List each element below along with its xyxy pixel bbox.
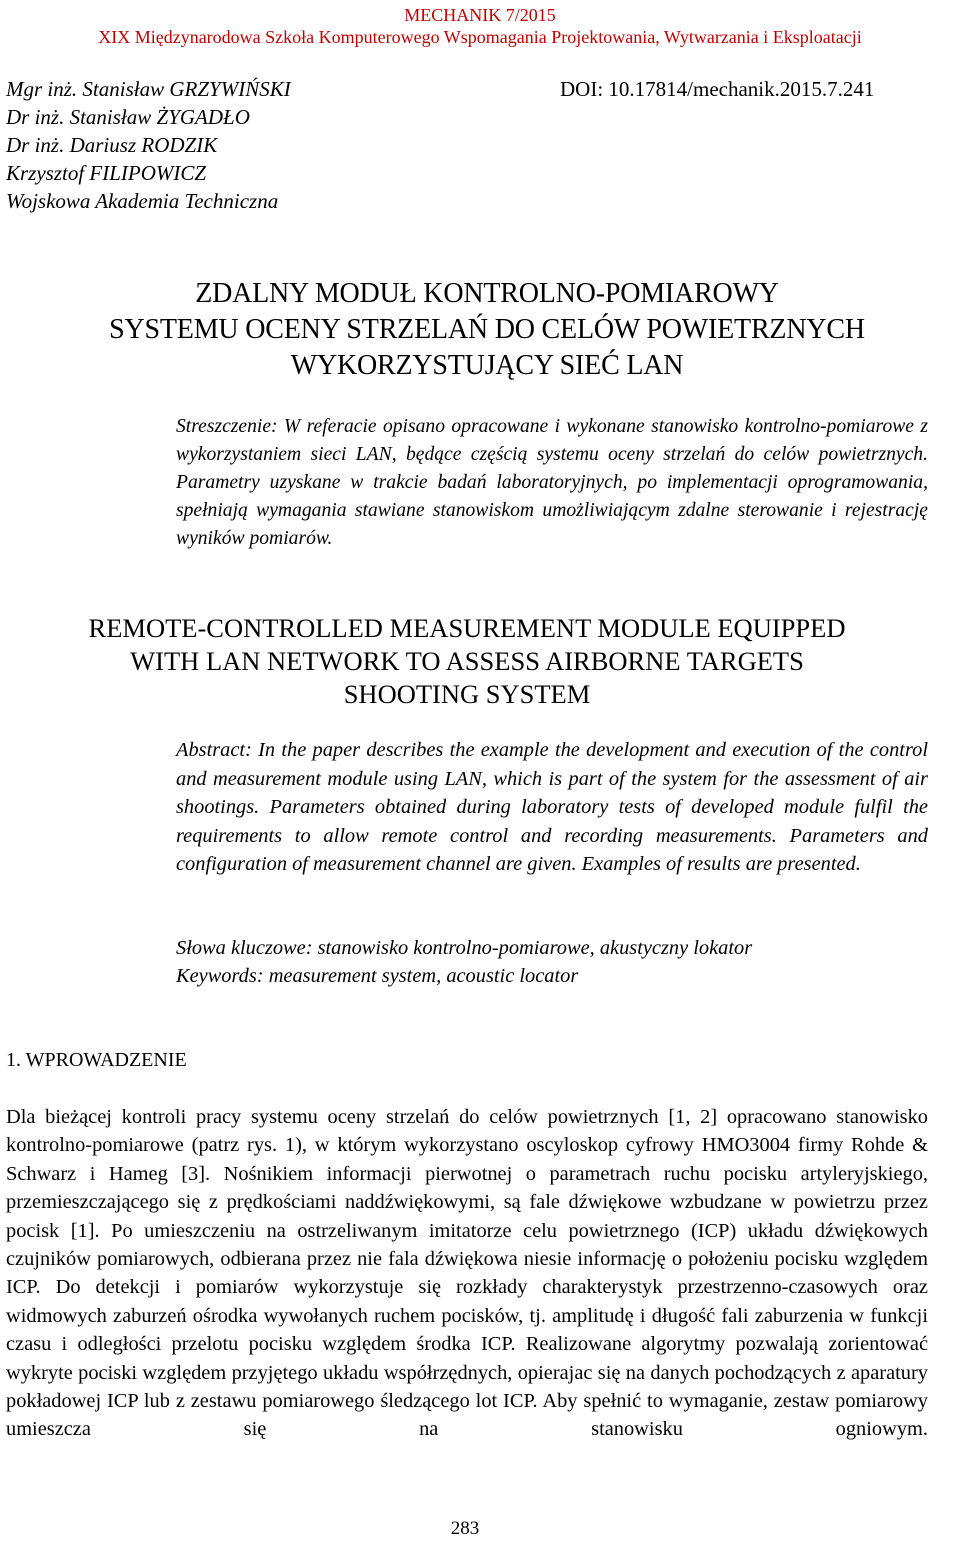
keywords-english: Keywords: measurement system, acoustic locator: [176, 965, 579, 987]
abstract-polish: Streszczenie: W referacie opisano opracowane i wykonane stanowisko kontrolno-pomiarowe z wykorzystaniem sieci LAN, będące częścią systemu oceny strzelań do celów powietrznych. Parametry uzyskane w trakcie badań laboratoryjnych, po implementacji oprogramowania, spełniają wymagania stawiane stanowiskom umożliwiającym zdalne sterowanie i rejestrację wyników pomiarów.: [176, 416, 928, 549]
title-line: REMOTE-CONTROLLED MEASUREMENT MODULE EQUIPPED: [88, 613, 846, 643]
title-line: WITH LAN NETWORK TO ASSESS AIRBORNE TARGETS: [130, 646, 804, 676]
section-heading: 1. WPROWADZENIE: [6, 1049, 187, 1071]
title-english: [0, 612, 934, 711]
title-line: WYKORZYSTUJĄCY SIEĆ LAN: [290, 350, 684, 381]
journal-issue: MECHANIK 7/2015: [404, 5, 556, 25]
page-number: 283: [450, 1518, 480, 1539]
keywords-block: [176, 934, 752, 990]
title-line: ZDALNY MODUŁ KONTROLNO-POMIAROWY: [195, 278, 779, 309]
journal-header: [0, 4, 960, 48]
keywords-polish: Słowa kluczowe: stanowisko kontrolno-pomiarowe, akustyczny lokator: [176, 937, 753, 959]
author-name: Dr inż. Stanisław ŻYGADŁO: [6, 105, 250, 129]
title-line: SHOOTING SYSTEM: [343, 679, 591, 709]
doi-identifier: DOI: 10.17814/mechanik.2015.7.241: [560, 77, 875, 101]
author-name: Dr inż. Dariusz RODZIK: [6, 133, 218, 157]
body-paragraph: Dla bieżącej kontroli pracy systemu oceny strzelań do celów powietrznych [1, 2] opracowano stanowisko kontrolno-pomiarowe (patrz rys. 1), w którym wykorzystano oscyloskop cyfrowy HMO3004 firmy Rohde & Schwarz i Hameg [3]. Nośnikiem informacji pierwotnej o parametrach ruchu pocisku artyleryjskiego, przemieszczającego się z prędkościami naddźwiękowymi, są fale dźwiękowe wzbudzane w powietrzu przez pocisk [1]. Po umieszczeniu na ostrzeliwanym imitatorze celu powietrznego (ICP) układu dźwiękowych czujników pomiarowych, odbierana przez nie fala dźwiękowa niesie informację o położeniu pocisku względem ICP. Do detekcji i pomiarów wykorzystuje się rozkłady charakterystyk przestrzenno-czasowych oraz widmowych zaburzeń ośrodka wywołanych ruchem pocisków, tj. amplitudę i długość fali zaburzenia w funkcji czasu i odległości przelotu pocisku względem środka ICP. Realizowane algorytmy pozwalają zorientować wykryte pociski względem przyjętego układu współrzędnych, opierajac się na danych pochodzących z aparatury pokładowej ICP lub z zestawu pomiarowego śledzącego lot ICP. Aby spełnić to wymaganie, zestaw pomiarowy umieszcza się na stanowisku ogniowym.: [6, 1106, 928, 1441]
abstract-english: Abstract: In the paper describes the example the development and execution of the control and measurement module using LAN, which is part of the system for the assessment of air shootings. Parameters obtained during laboratory tests of developed module fulfil the requirements to allow remote control and recording measurements. Parameters and configuration of measurement channel are given. Examples of results are presented.: [176, 739, 928, 875]
author-name: Krzysztof FILIPOWICZ: [6, 161, 207, 185]
author-affiliation: Wojskowa Akademia Techniczna: [6, 189, 279, 213]
author-name: Mgr inż. Stanisław GRZYWIŃSKI: [6, 77, 291, 101]
title-line: SYSTEMU OCENY STRZELAŃ DO CELÓW POWIETRZNYCH: [109, 314, 865, 345]
conference-name: XIX Międzynarodowa Szkoła Komputerowego Wspomagania Projektowania, Wytwarzania i Eksploatacji: [98, 27, 862, 47]
author-list: [6, 75, 291, 215]
title-polish: [0, 276, 960, 384]
